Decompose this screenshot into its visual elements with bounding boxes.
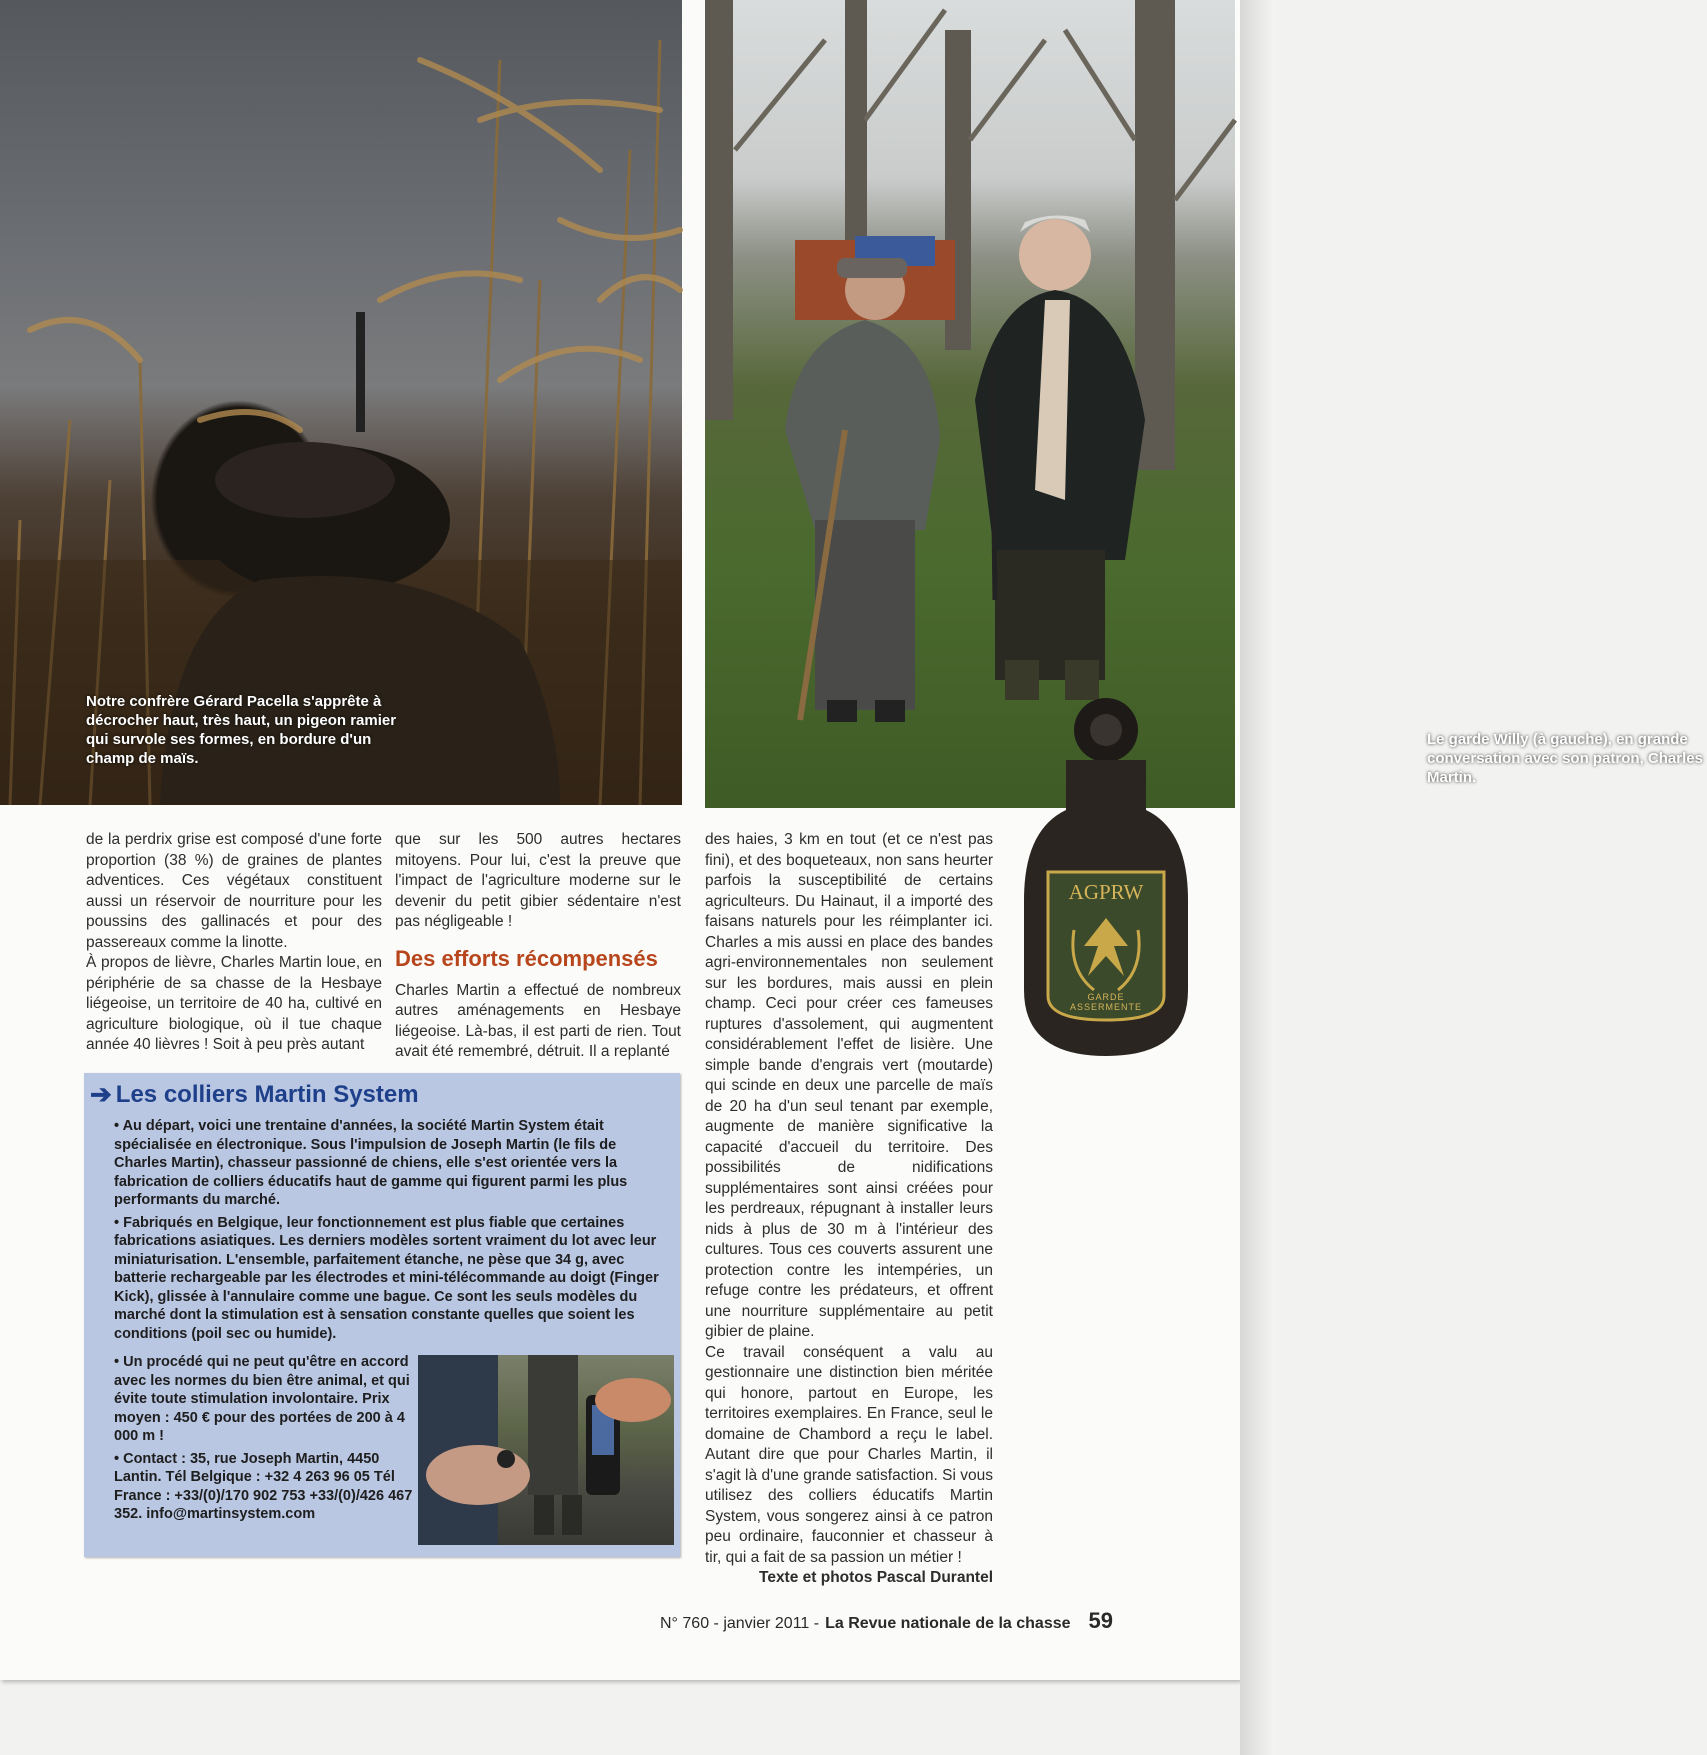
men-photo	[705, 0, 1703, 808]
magazine-name: La Revue nationale de la chasse	[825, 1615, 1071, 1632]
martin-system-sidebar	[84, 1073, 680, 1557]
article-paragraph: des haies, 3 km en tout (et ce n'est pas fini), et des boqueteaux, non sans heurter parfois la susceptibilité de certains agriculteurs. Du Hainaut, il a importé des faisans naturels pour les réimplanter ici. Charles a mis aussi en place des bandes agri-environnementales non seulement sur les bordures, mais aussi en plein champ. Ceci pour créer ces fameuses ruptures d'assolement, qui augmentent considérablement l'effet de lisière. Une simple bande d'engrais vert (moutarde) qui scinde en deux une parcelle de maïs de 20 ha d'un seul tenant par exemple, augmente de manière significative la capacité d'accueil du territoire. Des possibilités de nidifications supplémentaires sont ainsi créées pour les perdreaux, répugnant à installer leurs nids à plus de 30 m à l'intérieur des cultures. Tous ces couverts assurent une protection contre les intempéries, un refuge contre les prédateurs, et offrent une nourriture supplémentaire au petit gibier de plaine.	[705, 831, 993, 1340]
agprw-badge	[1024, 700, 1188, 1056]
arrow-icon: ➔	[90, 1079, 112, 1109]
sidebar-body-narrow	[114, 1353, 414, 1528]
badge-acronym: AGPRW	[1068, 880, 1144, 904]
sidebar-title-text: Les colliers Martin System	[115, 1080, 419, 1108]
article-paragraph: Charles Martin a effectué de nombreux autres aménagements en Hesbaye liégeoise. Là-bas, il est parti de rien. Tout avait été remembré, détruit. Il a replanté	[395, 981, 681, 1060]
article-paragraph: Ce travail conséquent a valu au gestionnaire une distinction bien méritée qui honore, partout en Europe, les territoires exemplaires. En France, seul le domaine de Chambord a reçu le label. Autant dire que pour Charles Martin, il s'agit là d'une grande satisfaction. Si vous utilisez des colliers éducatifs Martin System, vous songerez ainsi à ce patron peu ordinaire, fauconnier et chasseur à tir, qui a fait de sa passion un métier !	[705, 1343, 993, 1566]
article-column-3	[705, 830, 993, 1589]
article-column-2	[395, 830, 681, 1063]
page-footer	[660, 1608, 1130, 1634]
sidebar-body	[114, 1117, 670, 1347]
article-paragraph: de la perdrix grise est composé d'une forte proportion (38 %) de graines de plantes adventices. Ces végétaux constituent aussi un réservoir de nourriture pour les poussins des gallinacés et pour des passereaux comme la linotte.	[86, 831, 382, 951]
page-edge	[1240, 0, 1275, 1755]
section-subheading: Des efforts récompensés	[395, 945, 658, 971]
page-number: 59	[1088, 1608, 1113, 1633]
sidebar-paragraph: • Au départ, voici une trentaine d'années, la société Martin System était spécialisée en électronique. Sous l'impulsion de Joseph Martin (le fils de Charles Martin), chasseur passionné de chiens, elle s'est orientée vers la fabrication de colliers éducatifs haut de gamme qui figurent parmi les plus performants du marché.	[114, 1118, 628, 1208]
article-column-1	[86, 830, 382, 1056]
sidebar-paragraph: • Un procédé qui ne peut qu'être en accord avec les normes du bien être animal, et qui évite toute stimulation involontaire. Prix moyen : 450 € pour des portées de 200 à 4 000 m !	[114, 1354, 410, 1444]
hunter-photo	[0, 0, 682, 805]
photo-caption-left: Notre confrère Gérard Pacella s'apprête à décrocher haut, très haut, un pigeon ramier qui survole ses formes, en bordure d'un champ de maïs.	[86, 693, 397, 767]
badge-line1: GARDE	[1087, 992, 1125, 1002]
article-paragraph: À propos de lièvre, Charles Martin loue, en périphérie de sa chasse de la Hesbaye liégeoise, un territoire de 40 ha, cultivé en agriculture biologique, où il tue chaque année 40 lièvres ! Soit à peu près autant	[86, 954, 382, 1053]
article-paragraph: que sur les 500 autres hectares mitoyens. Pour lui, c'est la preuve que l'impact de l'agriculture moderne sur le devenir du petit gibier sédentaire n'est pas négligeable !	[395, 831, 681, 930]
badge-line2: ASSERMENTE	[1069, 1002, 1142, 1012]
sidebar-title	[90, 1079, 419, 1110]
collar-remote-photo	[418, 1355, 674, 1545]
photo-caption-right: Le garde Willy (à gauche), en grande conversation avec son patron, Charles Martin.	[1427, 731, 1703, 786]
sidebar-paragraph: • Contact : 35, rue Joseph Martin, 4450 Lantin. Tél Belgique : +32 4 263 96 05 Tél France : +33/(0)/170 902 753 +33/(0)/426 467 352. info@martinsystem.com	[114, 1450, 413, 1522]
photo-credit: Texte et photos Pascal Durantel	[759, 1569, 993, 1586]
sidebar-paragraph: • Fabriqués en Belgique, leur fonctionnement est plus fiable que certaines fabrications asiatiques. Les derniers modèles sortent vraiment du lot avec leur miniaturisation. L'ensemble, parfaitement étanche, ne pèse que 34 g, avec batterie rechargeable par les électrodes et mini-télécommande au doigt (Finger Kick), glissée à l'annulaire comme une bague. Ce sont les seuls modèles du marché dont la stimulation est à sensation constante quelles que soient les conditions (poil sec ou humide).	[114, 1214, 659, 1342]
issue-info: N° 760 - janvier 2011 -	[660, 1615, 820, 1632]
